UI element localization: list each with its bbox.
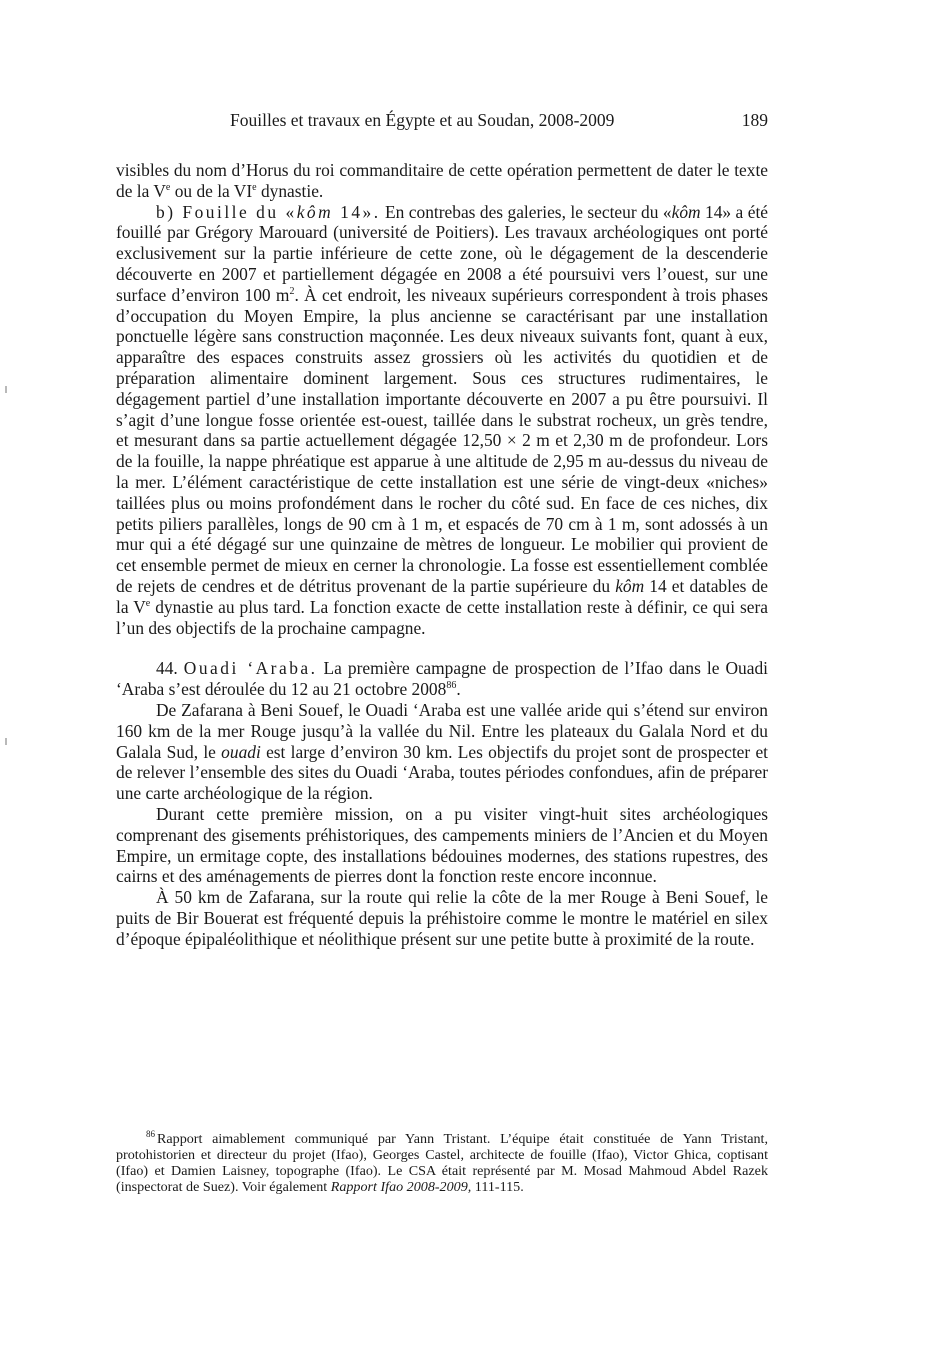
section-heading: b) Fouille du «kôm 14». <box>156 201 381 222</box>
footnote: $^{86}$ Rapport aimablement communiqué par Yann Tristant. L’équipe était constituée de Yann Tristant, protohistorien et directeur du projet (Ifao), Georges Castel, architecte de fouille (Ifao), Victor Ghica, coptisant (Ifao) et Damien Laisney, topographe (Ifao). Le CSA était représenté par M. Mosad Mahmoud Abdel Razek (inspectorat de Suez). Voir également Rapport Ifao 2008-2009, 111-115. <box>116 1129 768 1195</box>
paragraph-kom-14: b) Fouille du «kôm 14». En contrebas des galeries, le secteur du «kôm 14» a été fouillé par Grégory Marouard (université de Poitiers). Les travaux archéologiques ont porté exclusivement sur la partie inférieure de cette zone, où le dégagement de la descenderie découverte en 2007 et partiellement dégagée en 2008 a été poursuivi vers l’ouest, sur une surface d’environ 100 $m^2$. À cet endroit, les niveaux supérieurs correspondent à trois phases d’occupation du Moyen Empire, la plus ancienne se caractérisant par une installation ponctuelle légère sans construction maçonnée. Les deux niveaux suivants font, quant à eux, apparaître des espaces construits assez grossiers où les activités du quotidien et de préparation alimentaire dominent largement. Sous ces structures rudimentaires, le dégagement partiel d’une installation importante découverte en 2007 a pu être poursuivi. Il s’agit d’une longue fosse orientée est-ouest, taillée dans le substrat rocheux, un grès tendre, et mesurant dans sa partie actuellement dégagée 12,50 × 2 m et 2,30 m de profondeur. Lors de la fouille, la nappe phréatique est apparue à une altitude de 2,95 m au-dessus du niveau de la mer. L’élément caractéristique de cette installation est une série de vingt-deux «niches» taillées plus ou moins profondément dans le rocher du côté sud. En face de ces niches, dix petits piliers parallèles, longs de 90 cm à 1 m, et espacés de 70 cm à 1 m, sont adossés à un mur qui a été dégagé sur une quinzaine de mètres de longueur. Le mobilier qui provient de cet ensemble permet de mieux en cerner la chronologie. La fosse est essentiellement comblée de rejets de cendres et de détritus provenant de la partie supérieure du kôm 14 et datables de la Ve dynastie au plus tard. La fonction exacte de cette installation reste à définir, ce qui sera l’un des objectifs de la prochaine campagne. <box>116 201 768 638</box>
footnotes <box>116 1131 768 1195</box>
margin-mark <box>5 738 7 745</box>
page-number: 189 <box>741 110 768 130</box>
paragraph: À 50 km de Zafarana, sur la route qui relie la côte de la mer Rouge à Beni Souef, le puits de Bir Bouerat est fréquenté depuis la préhistoire comme le montre le matériel en silex d’époque épipaléolithique et néolithique présent sur une petite butte à proximité de la route. <box>116 887 768 949</box>
running-title: Fouilles et travaux en Égypte et au Soudan, 2008-2009 <box>230 110 615 130</box>
paragraph: De Zafarana à Beni Souef, le Ouadi ‘Araba est une vallée aride qui s’étend sur environ 160 km de la mer Rouge jusqu’à la vallée du Nil. Entre les plateaux du Galala Nord et du Galala Sud, le ouadi est large d’environ 30 km. Les objectifs du projet sont de prospecter et de relever l’ensemble des sites du Ouadi ‘Araba, toutes périodes confondues, afin de préparer une carte archéologique de la région. <box>116 699 768 804</box>
section-heading: Ouadi ‘Araba. <box>183 658 318 679</box>
footnote-ref[interactable]: 86 <box>446 680 457 692</box>
paragraph: visibles du nom d’Horus du roi commanditaire de cette opération permettent de dater le texte de la Ve ou de la VIe dynastie. <box>116 160 768 201</box>
paragraph: Durant cette première mission, on a pu visiter vingt-huit sites archéologiques comprenant des gisements préhistoriques, des campements miniers de l’Ancien et du Moyen Empire, un ermitage copte, des installations bédouines modernes, des stations rupestres, des cairns et des aménagements de pierres dont la fonction reste encore inconnue. <box>116 803 768 887</box>
margin-mark <box>5 386 7 393</box>
paragraph-ouadi-araba: 44. Ouadi ‘Araba. La première campagne de prospection de l’Ifao dans le Ouadi ‘Araba s’est déroulée du 12 au 21 octobre 2008$^{86}$. <box>116 658 768 700</box>
footnote-marker: 86 <box>146 1129 155 1140</box>
section-number: 44. <box>156 658 178 679</box>
body-text <box>116 160 768 949</box>
